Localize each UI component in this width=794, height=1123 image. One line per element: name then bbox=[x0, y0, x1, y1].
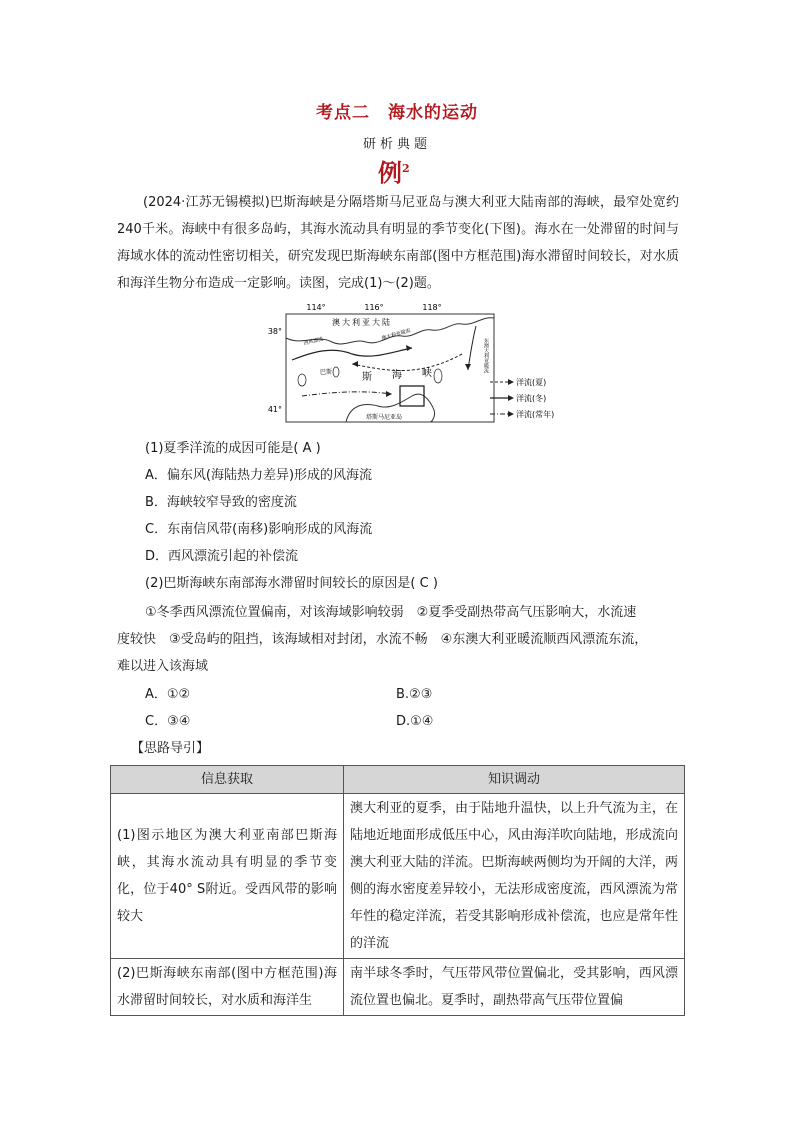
q2-option-a: A．①② bbox=[145, 687, 191, 702]
lat-label-41: 41° bbox=[267, 405, 282, 414]
lon-label-114: 114° bbox=[306, 303, 326, 312]
q2-option-c: C．③④ bbox=[145, 714, 191, 729]
current-label-left: 西风漂流 bbox=[303, 336, 324, 347]
q1-option-b: B．海峡较窄导致的密度流 bbox=[145, 495, 297, 510]
island-east bbox=[434, 369, 442, 383]
q2-body-line-2: 度较快 ③受岛屿的阻挡，该海域相对封闭，水流不畅 ④东澳大利亚暖流顺西风漂流东流， bbox=[117, 632, 648, 647]
q2-body-line-1: ①冬季西风漂流位置偏南，对该海域影响较弱 ②夏季受副热带高气压影响大，水流速 bbox=[145, 605, 637, 620]
q2-body-line-3: 难以进入该海域 bbox=[117, 659, 209, 674]
guide-label: 【思路导引】 bbox=[131, 741, 210, 756]
island-king bbox=[333, 367, 339, 377]
example-mark bbox=[378, 153, 410, 188]
strait-char-1: 斯 bbox=[362, 372, 372, 383]
legend-head-winter bbox=[508, 395, 514, 401]
section-subtitle: 研析典题 bbox=[362, 137, 431, 152]
guide-table bbox=[110, 765, 685, 1016]
intro-paragraph: (2024·江苏无锡模拟)巴斯海峡是分隔塔斯马尼亚岛与澳大利亚大陆南部的海峡，最窄处宽约240千米。海峡中有很多岛屿，其海水流动具有明显的季节变化(下图)。海水在一处滞留的时间与海域水体的流动性密切相关，研究发现巴斯海峡东南部(图中方框范围)海水滞留时间较长，对水质和海洋生物分布造成一定影响。读图，完成(1)～(2)题。 bbox=[117, 195, 679, 291]
legend-head-summer bbox=[508, 379, 514, 385]
legend-head-annual bbox=[508, 411, 514, 417]
q2-stem: (2)巴斯海峡东南部海水滞留时间较长的原因是( C ) bbox=[145, 576, 438, 591]
legend-label-winter: 洋流(冬) bbox=[516, 394, 547, 403]
guide-header-row bbox=[111, 766, 685, 794]
island-label: 塔斯马尼亚岛 bbox=[365, 414, 403, 421]
q2-option-d: D.①④ bbox=[396, 714, 434, 729]
header-info: 信息获取 bbox=[111, 766, 344, 794]
lon-label-116: 116° bbox=[364, 303, 384, 312]
lat-label-38: 38° bbox=[267, 327, 282, 336]
q2-option-b: B.②③ bbox=[396, 687, 433, 702]
row1-info: (1)图示地区为澳大利亚南部巴斯海峡，其海水流动具有明显的季节变化，位于40° S附近。受西风带的影响较大 bbox=[111, 794, 344, 959]
strait-char-2: 海 bbox=[392, 370, 402, 381]
row1-knowledge: 澳大利亚的夏季，由于陆地升温快，以上升气流为主，在陆地近地面形成低压中心，风由海洋吹向陆地，形成流向澳大利亚大陆的洋流。巴斯海峡两侧均为开阔的大洋，两侧的海水密度差异较小，无法形成密度流，西风漂流为常年性的稳定洋流，若受其影响形成补偿流，也应是常年性的洋流 bbox=[344, 794, 685, 959]
bass-strait-map bbox=[262, 298, 562, 428]
legend-label-annual: 洋流(常年) bbox=[516, 410, 555, 419]
legend-label-summer: 洋流(夏) bbox=[516, 378, 547, 387]
q1-option-a: A．偏东风(海陆热力差异)形成的风海流 bbox=[145, 468, 373, 483]
example-number: 2 bbox=[402, 162, 410, 175]
table-row bbox=[111, 959, 685, 1016]
strait-char-3: 峡 bbox=[422, 368, 432, 379]
example-mark-text: 例 bbox=[378, 158, 402, 187]
bass-label: 巴斯 bbox=[320, 369, 333, 376]
lon-label-118: 118° bbox=[422, 303, 442, 312]
q1-stem: (1)夏季洋流的成因可能是( A ) bbox=[145, 441, 321, 456]
row2-knowledge: 南半球冬季时，气压带风带位置偏北，受其影响，西风漂流位置也偏北。夏季时，副热带高气压带位置偏 bbox=[344, 959, 685, 1016]
q1-option-d: D．西风漂流引起的补偿流 bbox=[145, 549, 299, 564]
mainland-label: 澳大利亚大陆 bbox=[332, 318, 392, 327]
q1-option-c: C．东南信风带(南移)影响形成的风海流 bbox=[145, 522, 373, 537]
current-label-mid: 澳大利亚暖流 bbox=[380, 327, 412, 342]
header-knowledge: 知识调动 bbox=[344, 766, 685, 794]
table-row bbox=[111, 794, 685, 959]
island-west bbox=[298, 374, 306, 386]
current-label-right: 东澳大利亚暖流 bbox=[483, 338, 489, 373]
section-title: 考点二 海水的运动 bbox=[316, 103, 478, 123]
row2-info: (2)巴斯海峡东南部(图中方框范围)海水滞留时间较长，对水质和海洋生 bbox=[111, 959, 344, 1016]
